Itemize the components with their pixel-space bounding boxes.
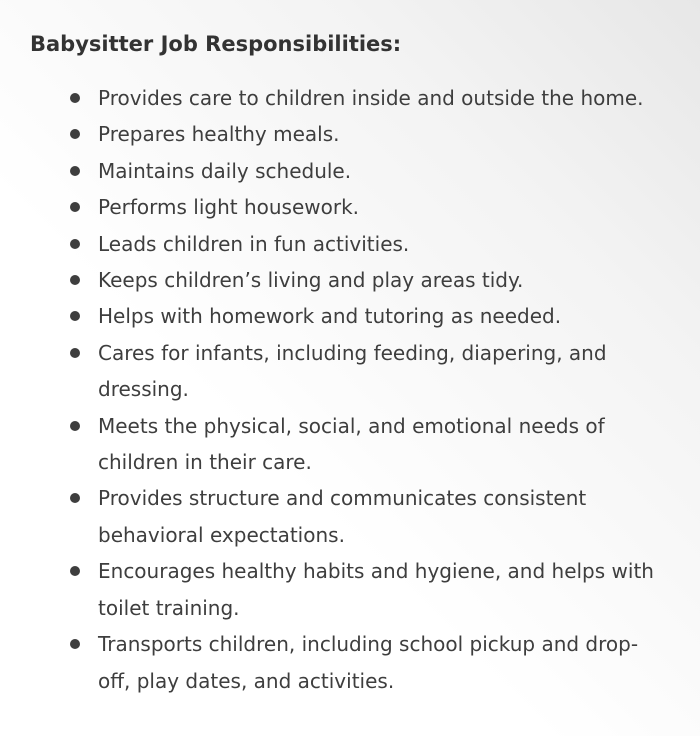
list-item-text: Provides care to children inside and outside the home. <box>98 86 644 110</box>
bullet-icon <box>70 639 80 649</box>
bullet-icon <box>70 202 80 212</box>
list-item-text: Prepares healthy meals. <box>98 122 340 147</box>
list-item <box>98 626 660 699</box>
list-item <box>98 335 660 408</box>
bullet-icon <box>70 421 80 431</box>
list-item <box>98 553 660 626</box>
list-item <box>98 189 660 225</box>
list-item-text: Transports children, including school pickup and drop-off, play dates, and activities. <box>98 632 639 693</box>
list-item-text: Cares for infants, including feeding, diapering, and dressing. <box>98 340 607 402</box>
list-item <box>98 153 660 189</box>
bullet-icon <box>70 493 80 503</box>
list-item <box>98 226 660 262</box>
list-item-text: Encourages healthy habits and hygiene, and helps with toilet training. <box>98 559 654 620</box>
list-item <box>98 408 660 481</box>
list-item <box>98 480 660 553</box>
bullet-icon <box>70 93 80 103</box>
page-title: Babysitter Job Responsibilities: <box>30 32 402 56</box>
list-item <box>98 298 660 334</box>
list-item-text: Meets the physical, social, and emotional needs of children in their care. <box>98 413 605 475</box>
list-item <box>98 262 660 298</box>
list-item-text: Performs light housework. <box>98 195 360 220</box>
bullet-icon <box>70 129 80 139</box>
bullet-icon <box>70 311 80 321</box>
bullet-icon <box>70 566 80 576</box>
list-item-text: Leads children in fun activities. <box>98 231 410 256</box>
bullet-icon <box>70 348 80 358</box>
list-item-text: Helps with homework and tutoring as needed. <box>98 304 562 329</box>
list-item <box>98 80 660 116</box>
bullet-icon <box>70 275 80 285</box>
list-item <box>98 116 660 152</box>
responsibilities-list <box>30 80 660 699</box>
list-item-text: Maintains daily schedule. <box>98 158 352 183</box>
list-item-text: Provides structure and communicates consistent behavioral expectations. <box>98 486 587 547</box>
bullet-icon <box>70 239 80 249</box>
list-item-text: Keeps children’s living and play areas tidy. <box>98 268 524 293</box>
bullet-icon <box>70 166 80 176</box>
